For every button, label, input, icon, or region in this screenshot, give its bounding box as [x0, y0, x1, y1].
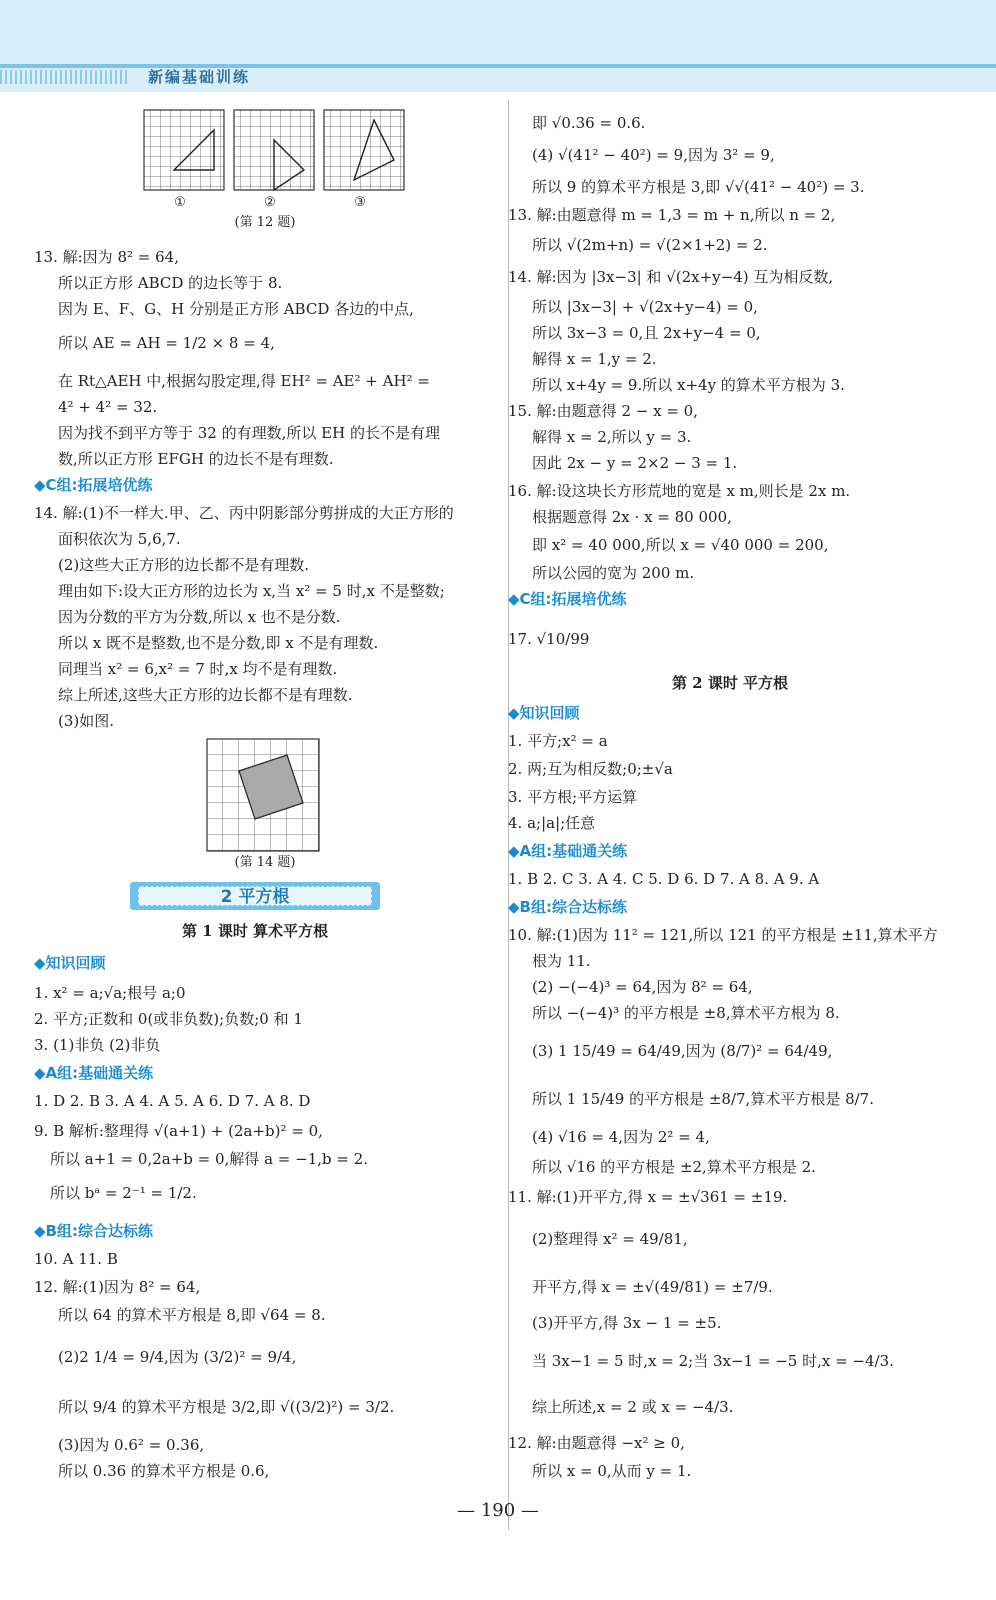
right-line: 即 √0.36 = 0.6. — [532, 114, 646, 132]
left-line: 因为分数的平方为分数,所以 x 也不是分数. — [58, 608, 341, 626]
left-line: 面积依次为 5,6,7. — [58, 530, 181, 548]
right-line: 13. 解:由题意得 m = 1,3 = m + n,所以 n = 2, — [508, 206, 836, 224]
right-line: 3. 平方根;平方运算 — [508, 788, 638, 806]
section-heading: ◆知识回顾 — [34, 954, 106, 972]
lesson-1-title: 第 1 课时 算术平方根 — [181, 922, 329, 940]
section-heading: ◆A组:基础通关练 — [508, 842, 628, 860]
right-line: 4. a;|a|;任意 — [508, 814, 596, 832]
left-line: 同理当 x² = 6,x² = 7 时,x 均不是有理数. — [58, 660, 338, 678]
left-line: 13. 解:因为 8² = 64, — [34, 248, 179, 266]
section-heading: ◆C组:拓展培优练 — [508, 590, 627, 608]
right-line: 解得 x = 2,所以 y = 3. — [532, 428, 692, 446]
right-line: (2) −(−4)³ = 64,因为 8² = 64, — [532, 978, 753, 996]
section-heading: ◆C组:拓展培优练 — [34, 476, 153, 494]
right-line: 所以 x = 0,从而 y = 1. — [532, 1462, 692, 1480]
fig12-label-1: ① — [174, 195, 186, 210]
left-line: 1. D 2. B 3. A 4. A 5. A 6. D 7. A 8. D — [34, 1092, 311, 1110]
right-line: 开平方,得 x = ±√(49/81) = ±7/9. — [532, 1278, 773, 1296]
left-line: (2)这些大正方形的边长都不是有理数. — [58, 556, 310, 574]
right-line: 即 x² = 40 000,所以 x = √40 000 = 200, — [532, 536, 829, 554]
left-line: 在 Rt△AEH 中,根据勾股定理,得 EH² = AE² + AH² = — [58, 372, 430, 390]
left-line: 综上所述,这些大正方形的边长都不是有理数. — [58, 686, 353, 704]
left-line: 所以正方形 ABCD 的边长等于 8. — [58, 274, 283, 292]
right-line: (3)开平方,得 3x − 1 = ±5. — [532, 1314, 722, 1332]
lesson-2-title: 第 2 课时 平方根 — [671, 674, 789, 692]
left-line: 所以 x 既不是整数,也不是分数,即 x 不是有理数. — [58, 634, 379, 652]
right-line: 所以 9 的算术平方根是 3,即 √√(41² − 40²) = 3. — [532, 178, 865, 196]
left-line: 因为 E、F、G、H 分别是正方形 ABCD 各边的中点, — [58, 300, 414, 318]
right-line: 所以 √(2m+n) = √(2×1+2) = 2. — [532, 236, 768, 254]
fig12-label-3: ③ — [354, 195, 366, 210]
right-line: 17. √10/99 — [508, 630, 590, 648]
left-line: 所以 64 的算术平方根是 8,即 √64 = 8. — [58, 1306, 326, 1324]
right-line: 14. 解:因为 |3x−3| 和 √(2x+y−4) 互为相反数, — [508, 268, 834, 286]
right-line: 解得 x = 1,y = 2. — [532, 350, 657, 368]
page-number: — 190 — — [457, 1500, 539, 1521]
header-dots — [0, 70, 130, 84]
left-line: 所以 0.36 的算术平方根是 0.6, — [58, 1462, 270, 1480]
left-line: 2. 平方;正数和 0(或非负数);负数;0 和 1 — [34, 1010, 303, 1028]
left-line: 14. 解:(1)不一样大.甲、乙、丙中阴影部分剪拼成的大正方形的 — [34, 504, 454, 522]
left-line: 理由如下:设大正方形的边长为 x,当 x² = 5 时,x 不是整数; — [58, 582, 445, 600]
grid-1 — [144, 110, 224, 190]
right-line: 因此 2x − y = 2×2 − 3 = 1. — [532, 454, 738, 472]
left-line: (3)如图. — [58, 712, 115, 730]
left-line: (2)2 1/4 = 9/4,因为 (3/2)² = 9/4, — [58, 1348, 297, 1366]
section-heading: ◆B组:综合达标练 — [508, 898, 627, 916]
left-line: (3)因为 0.6² = 0.36, — [58, 1436, 205, 1454]
section-bar-title: 2 平方根 — [138, 886, 372, 906]
right-line: 所以 3x−3 = 0,且 2x+y−4 = 0, — [532, 324, 761, 342]
left-line: 1. x² = a;√a;根号 a;0 — [34, 984, 186, 1002]
right-line: 2. 两;互为相反数;0;±√a — [508, 760, 673, 778]
right-line: 15. 解:由题意得 2 − x = 0, — [508, 402, 698, 420]
left-line: 4² + 4² = 32. — [58, 398, 158, 416]
right-line: 12. 解:由题意得 −x² ≥ 0, — [508, 1434, 685, 1452]
right-line: 10. 解:(1)因为 11² = 121,所以 121 的平方根是 ±11,算术平方 — [508, 926, 938, 944]
right-line: 所以公园的宽为 200 m. — [532, 564, 695, 582]
section-heading: ◆A组:基础通关练 — [34, 1064, 154, 1082]
left-line: 所以 9/4 的算术平方根是 3/2,即 √((3/2)²) = 3/2. — [58, 1398, 395, 1416]
section-bar — [130, 882, 380, 910]
section-heading: ◆知识回顾 — [508, 704, 580, 722]
right-line: 综上所述,x = 2 或 x = −4/3. — [532, 1398, 734, 1416]
right-line: 所以 x+4y = 9.所以 x+4y 的算术平方根为 3. — [532, 376, 845, 394]
left-line: 所以 bᵃ = 2⁻¹ = 1/2. — [50, 1184, 197, 1202]
right-line: 所以 √16 的平方根是 ±2,算术平方根是 2. — [532, 1158, 816, 1176]
right-line: 根为 11. — [532, 952, 591, 970]
left-line: 12. 解:(1)因为 8² = 64, — [34, 1278, 201, 1296]
right-line: (4) √16 = 4,因为 2² = 4, — [532, 1128, 710, 1146]
section-heading: ◆B组:综合达标练 — [34, 1222, 153, 1240]
right-line: 1. 平方;x² = a — [508, 732, 608, 750]
right-line: 所以 1 15/49 的平方根是 ±8/7,算术平方根是 8/7. — [532, 1090, 874, 1108]
right-line: (4) √(41² − 40²) = 9,因为 3² = 9, — [532, 146, 775, 164]
right-line: 当 3x−1 = 5 时,x = 2;当 3x−1 = −5 时,x = −4/3. — [532, 1352, 894, 1370]
fig14-caption: (第 14 题) — [234, 855, 296, 870]
left-line: 数,所以正方形 EFGH 的边长不是有理数. — [58, 450, 334, 468]
header-title: 新编基础训练 — [148, 68, 251, 86]
right-line: 所以 |3x−3| + √(2x+y−4) = 0, — [532, 298, 758, 316]
left-line: 10. A 11. B — [34, 1250, 118, 1268]
fig12-label-2: ② — [264, 195, 276, 210]
right-line: 根据题意得 2x · x = 80 000, — [532, 508, 732, 526]
figure-14 — [206, 738, 320, 852]
fig12-caption: (第 12 题) — [234, 215, 296, 230]
left-line: 3. (1)非负 (2)非负 — [34, 1036, 161, 1054]
right-line: 11. 解:(1)开平方,得 x = ±√361 = ±19. — [508, 1188, 788, 1206]
left-line: 9. B 解析:整理得 √(a+1) + (2a+b)² = 0, — [34, 1122, 323, 1140]
right-line: 16. 解:设这块长方形荒地的宽是 x m,则长是 2x m. — [508, 482, 851, 500]
left-line: 所以 AE = AH = 1/2 × 8 = 4, — [58, 334, 275, 352]
right-line: (2)整理得 x² = 49/81, — [532, 1230, 688, 1248]
right-line: 1. B 2. C 3. A 4. C 5. D 6. D 7. A 8. A 9. A — [508, 870, 820, 888]
left-line: 因为找不到平方等于 32 的有理数,所以 EH 的长不是有理 — [58, 424, 440, 442]
left-line: 所以 a+1 = 0,2a+b = 0,解得 a = −1,b = 2. — [50, 1150, 369, 1168]
right-line: 所以 −(−4)³ 的平方根是 ±8,算术平方根为 8. — [532, 1004, 840, 1022]
right-line: (3) 1 15/49 = 64/49,因为 (8/7)² = 64/49, — [532, 1042, 833, 1060]
